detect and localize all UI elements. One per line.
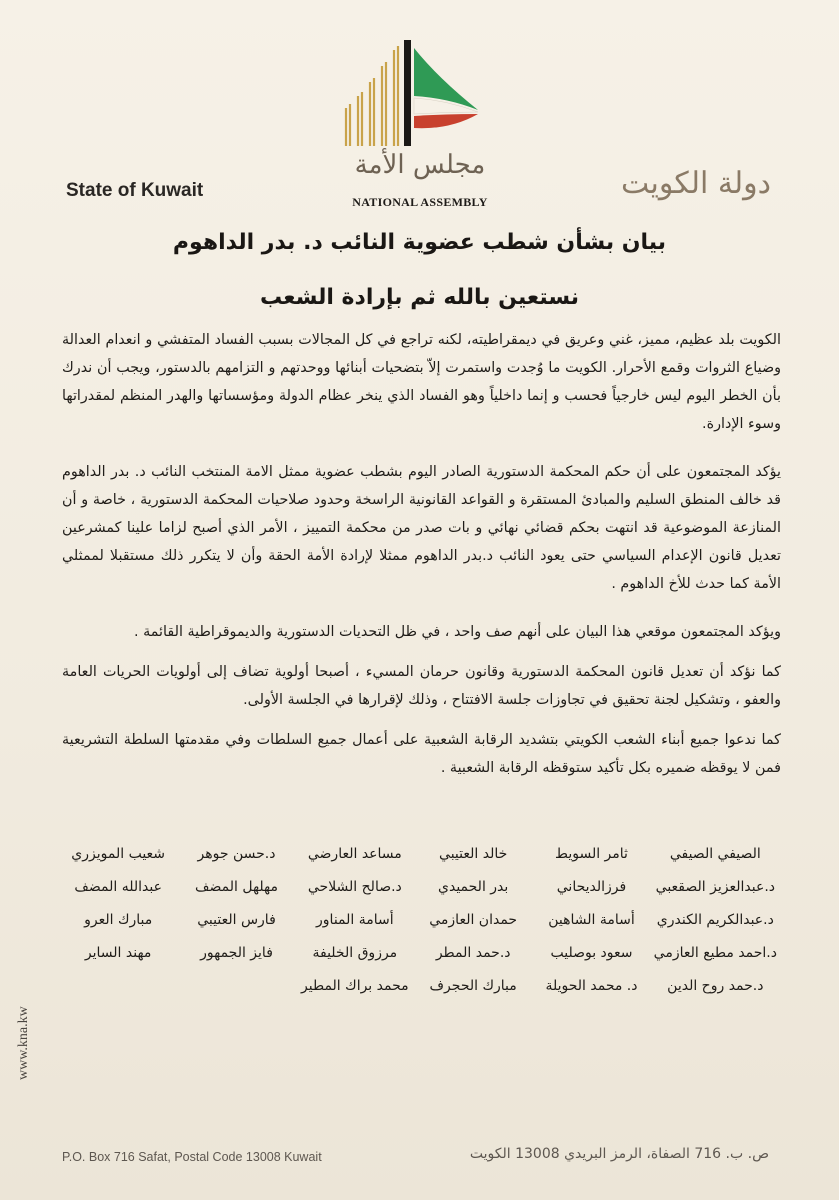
paragraph: ويؤكد المجتمعون موقعي هذا البيان على أنهم صف واحد ، في ظل التحديات الدستورية والديموقراطية القائمة . [134, 624, 781, 640]
signatory-name: خالد العتيبي [439, 846, 508, 862]
logo-bar [394, 46, 398, 146]
logo-bar [358, 92, 362, 146]
signatory-name: عبدالله المضف [74, 879, 162, 895]
signatory-name: مبارك العرو [84, 912, 153, 928]
paragraph: يؤكد المجتمعون على أن حكم المحكمة الدستورية الصادر اليوم بشطب عضوية ممثل الامة المنتخب النائب د. بدر الداهوم قد خالف المنطق السليم والمبادئ المستقرة و القواعد القانونية الراسخة وحدود صلاحيات المحكمة الدستورية ، خاصة و أن المنازعة الموضوعية قد انتهت بحكم قضائي نهائي و بات صدر من محكمة التمييز ، الأمر الذي أصبح لزاما علينا كمشرعين تعديل قانون الإعدام السياسي حتى يعود النائب د.بدر الداهوم ممثلا لإرادة الأمة الحقة وأن لا يتكرر ذلك مستقبلا لممثلي الأمة كما حدث للأخ الداهوم . [62, 464, 781, 592]
signatory-name: حمدان العازمي [429, 912, 518, 928]
signatory-name: د.حمد المطر [435, 945, 511, 961]
signatory-name: شعيب المويزري [71, 846, 166, 862]
signatory-name: الصيفي الصيفي [669, 846, 761, 862]
signatory-name: مساعد العارضي [307, 846, 402, 862]
signatory-name: مبارك الحجرف [429, 978, 517, 994]
logo-bar [346, 104, 350, 146]
assembly-name-ar: مجلس الأمة [354, 150, 486, 180]
logo-bar [382, 62, 386, 146]
signatory-name: ثامر السويط [555, 846, 628, 862]
footer-address-ar: ص. ب. 716 الصفاة، الرمز البريدي 13008 الكويت [469, 1146, 769, 1162]
signatory-name: د.عبدالعزيز الصقعبي [655, 879, 775, 895]
signatory-name: أسامة المناور [316, 912, 394, 928]
footer-address-en: P.O. Box 716 Safat, Postal Code 13008 Kuwait [62, 1150, 322, 1164]
signatory-name: د.حمد روح الدين [667, 978, 764, 994]
signatory-name: د.حسن جوهر [197, 846, 276, 862]
logo-red-wave [414, 114, 478, 128]
logo-black-bar [404, 40, 411, 146]
statement-title: بيان بشأن شطب عضوية النائب د. بدر الداهوم [172, 230, 667, 255]
signatory-name: مرزوق الخليفة [312, 945, 398, 961]
signatory-name: بدر الحميدي [438, 879, 509, 895]
signatory-name: فايز الجمهور [200, 945, 273, 961]
state-of-kuwait-ar: دولة الكويت [621, 166, 771, 201]
signatory-name: د.صالح الشلاحي [307, 879, 402, 895]
signatory-name: مهند الساير [84, 945, 152, 961]
signatory-name: د.احمد مطيع العازمي [653, 945, 777, 961]
signatories-list [62, 846, 777, 994]
paragraph: كما نؤكد أن تعديل قانون المحكمة الدستورية وقانون حرمان المسيء ، أصبحا أولوية تضاف إلى أولويات الحريات العامة والعفو ، وتشكيل لجنة تحقيق في تجاوزات جلسة الافتتاح ، وذلك لإقرارها في الجلسة الأولى. [62, 664, 781, 708]
statement-body [62, 326, 781, 802]
signatory-name: محمد براك المطير [301, 978, 409, 994]
signatory-name: د.عبدالكريم الكندري [656, 912, 774, 928]
assembly-name-en: NATIONAL ASSEMBLY [352, 195, 488, 209]
signatory-name: سعود بوصليب [550, 945, 633, 961]
signatory-name: فارس العتيبي [197, 912, 276, 928]
statement-subtitle: نستعين بالله ثم بإرادة الشعب [260, 285, 579, 310]
website-url: www.kna.kw [16, 1006, 31, 1080]
logo-bar [370, 78, 374, 146]
signatory-name: أسامة الشاهين [548, 912, 635, 928]
paragraph: كما ندعوا جميع أبناء الشعب الكويتي بتشديد الرقابة الشعبية على أعمال جميع السلطات وفي مقدمتها السلطة التشريعية فمن لا يوقظه ضميره بكل تأكيد ستوقظه الرقابة الشعبية . [62, 732, 781, 776]
national-assembly-logo [338, 38, 488, 158]
signatory-name: فرزالديحاني [556, 879, 627, 895]
state-of-kuwait-en: State of Kuwait [66, 180, 204, 201]
signatory-name: د. محمد الحويلة [545, 978, 638, 994]
paragraph: الكويت بلد عظيم، مميز، غني وعريق في ديمقراطيته، لكنه تراجع في كل المجالات بسبب الفساد المتفشي و انعدام العدالة وضياع الثروات وقمع الأحرار. الكويت ما وُجدت واستمرت إلاّ بتضحيات أبنائها ووحدتهم و التزامهم بالدستور، ويجب أن ندرك بأن الخطر اليوم ليس خارجياً فحسب و إنما داخلياً وهو الفساد الذي ينخر عظام الدولة ومؤسساتها والهدر المنظم لمقدراتها وسوء الإدارة. [62, 332, 781, 432]
signatory-name: مهلهل المضف [195, 879, 278, 895]
